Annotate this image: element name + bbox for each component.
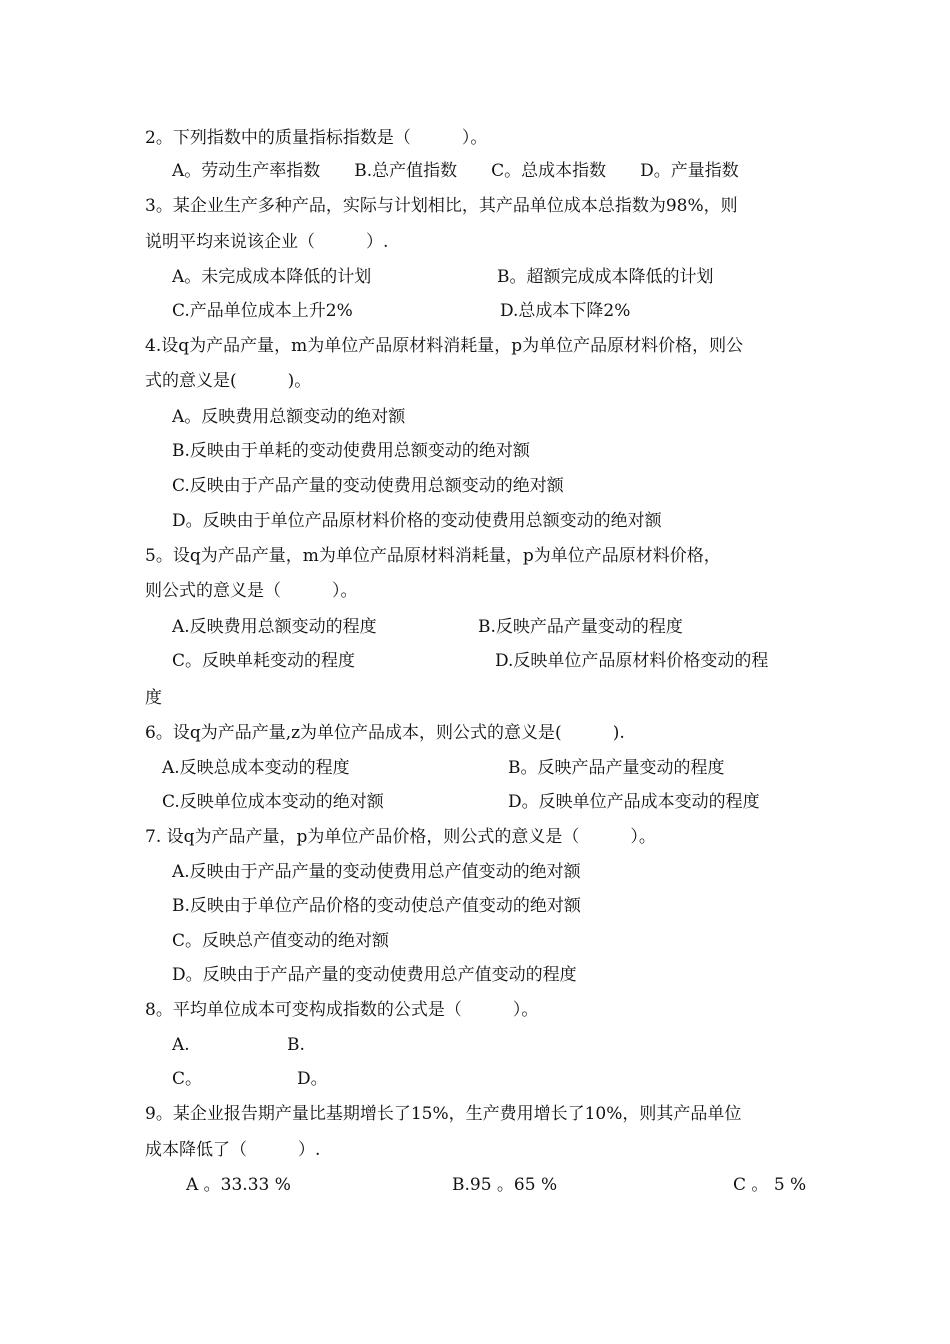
q3-option-d: D.总成本下降2% xyxy=(500,301,631,321)
q5-option-d-continued: 度 xyxy=(145,688,162,708)
q3-option-c: C.产品单位成本上升2% xyxy=(172,301,353,321)
q7-option-d: D。反映由于产品产量的变动使费用总产值变动的程度 xyxy=(172,965,577,985)
q3-option-a: A。未完成成本降低的计划 xyxy=(172,267,372,287)
q9-option-c: C 。 5 % xyxy=(733,1175,807,1195)
q4-option-b: B.反映由于单耗的变动使费用总额变动的绝对额 xyxy=(172,441,530,461)
q2-stem: 2。下列指数中的质量指标指数是（ ）。 xyxy=(145,128,488,148)
q6-option-b: B。反映产品产量变动的程度 xyxy=(508,758,725,778)
q5-option-d: D.反映单位产品原材料价格变动的程 xyxy=(495,651,769,671)
q8-option-a: A. xyxy=(172,1035,190,1055)
q8-option-c: C。 xyxy=(172,1069,203,1089)
q4-option-a: A。反映费用总额变动的绝对额 xyxy=(172,407,406,427)
q2-options: A。劳动生产率指数 B.总产值指数 C。总成本指数 D。产量指数 xyxy=(172,161,739,181)
q6-stem: 6。设q为产品产量,z为单位产品成本，则公式的意义是( ). xyxy=(145,723,625,743)
q5-stem-line1: 5。设q为产品产量，m为单位产品原材料消耗量，p为单位产品原材料价格， xyxy=(145,546,721,566)
q3-stem-line2: 说明平均来说该企业（ ）. xyxy=(145,232,389,252)
q9-stem-line2: 成本降低了（ ）. xyxy=(145,1140,321,1160)
q8-stem: 8。平均单位成本可变构成指数的公式是（ ）。 xyxy=(145,1000,539,1020)
q5-stem-line2: 则公式的意义是（ ）。 xyxy=(145,581,358,601)
q4-stem-line2: 式的意义是( )。 xyxy=(145,371,312,391)
q7-option-c: C。反映总产值变动的绝对额 xyxy=(172,931,390,951)
q5-option-a: A.反映费用总额变动的程度 xyxy=(172,617,377,637)
q7-stem: 7. 设q为产品产量，p为单位产品价格，则公式的意义是（ ）。 xyxy=(145,827,656,847)
q7-option-b: B.反映由于单位产品价格的变动使总产值变动的绝对额 xyxy=(172,896,581,916)
q9-option-a: A 。33.33 % xyxy=(186,1175,291,1195)
q4-option-c: C.反映由于产品产量的变动使费用总额变动的绝对额 xyxy=(172,476,564,496)
q3-option-b: B。超额完成成本降低的计划 xyxy=(497,267,714,287)
q8-option-d: D。 xyxy=(297,1069,328,1089)
q3-stem-line1: 3。某企业生产多种产品，实际与计划相比，其产品单位成本总指数为98%，则 xyxy=(145,196,738,216)
q6-option-c: C.反映单位成本变动的绝对额 xyxy=(162,792,384,812)
q9-option-b: B.95 。65 % xyxy=(452,1175,558,1195)
q4-stem-line1: 4.设q为产品产量，m为单位产品原材料消耗量，p为单位产品原材料价格，则公 xyxy=(145,336,744,356)
q7-option-a: A.反映由于产品产量的变动使费用总产值变动的绝对额 xyxy=(172,862,581,882)
q8-option-b: B. xyxy=(287,1035,305,1055)
q5-option-b: B.反映产品产量变动的程度 xyxy=(478,617,683,637)
q9-stem-line1: 9。某企业报告期产量比基期增长了15%，生产费用增长了10%，则其产品单位 xyxy=(145,1104,742,1124)
q5-option-c: C。反映单耗变动的程度 xyxy=(172,651,356,671)
q4-option-d: D。反映由于单位产品原材料价格的变动使费用总额变动的绝对额 xyxy=(172,511,662,531)
q6-option-d: D。反映单位产品成本变动的程度 xyxy=(508,792,760,812)
q6-option-a: A.反映总成本变动的程度 xyxy=(162,758,350,778)
